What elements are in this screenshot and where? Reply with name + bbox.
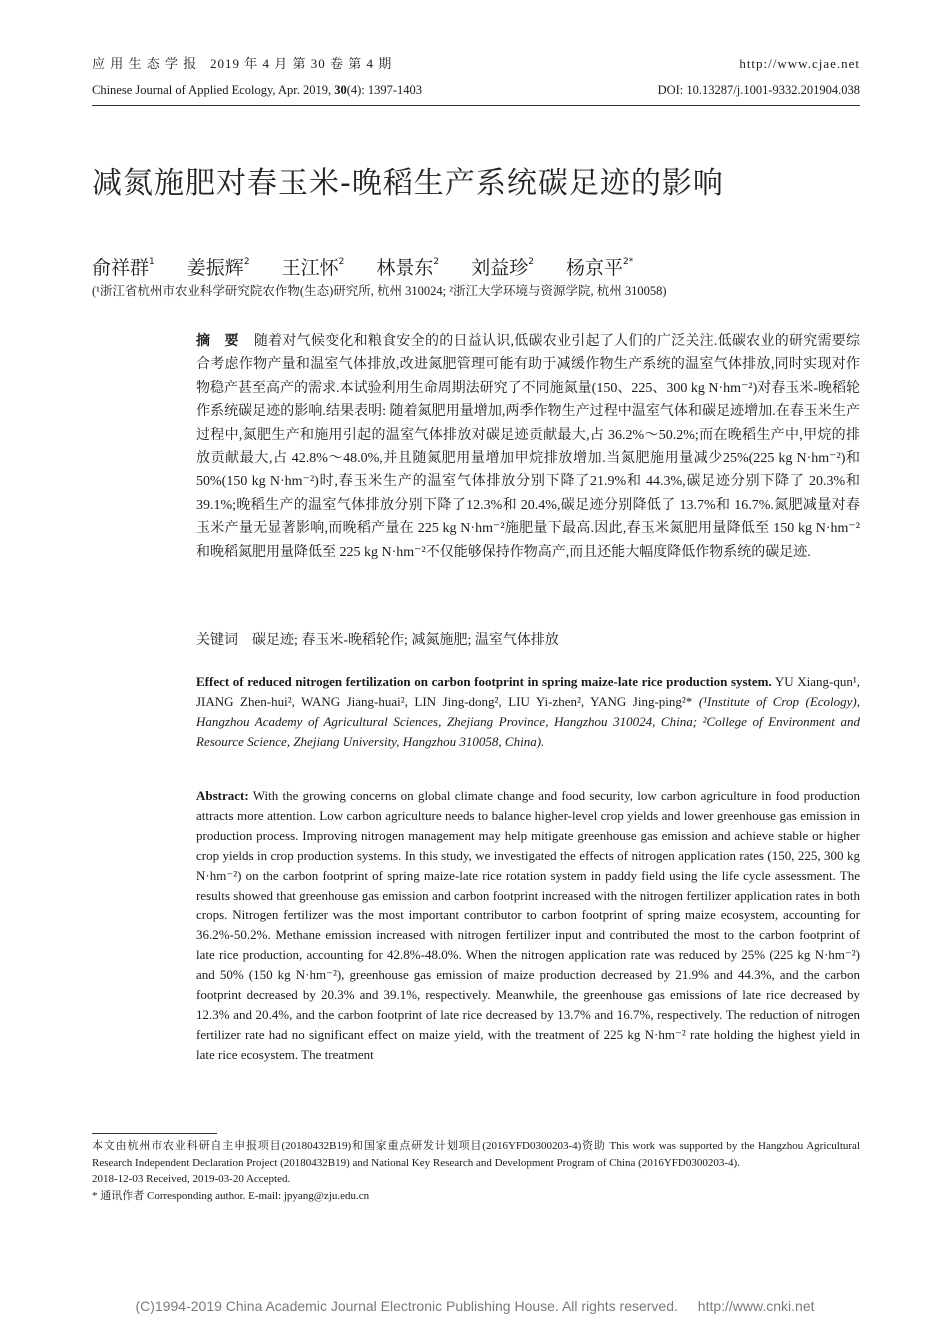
corresponding-author-note: * 通讯作者 Corresponding author. E-mail: jpyang@zju.edu.cn — [92, 1190, 370, 1203]
author-3: 王江怀$^2$ — [281, 257, 345, 279]
english-authors: YU Xiang-qun¹, JIANG Zhen-hui², WANG Jiang-huai², LIN Jing-dong², LIU Yi-zhen², YANG Jing-ping²* — [196, 674, 860, 709]
issue-info-cn: 2019 年 4 月 第 30 卷 第 4 期 — [210, 56, 393, 71]
english-title-block — [196, 672, 860, 752]
abstract-cn — [196, 330, 860, 564]
keywords-cn — [196, 630, 860, 652]
author-list — [92, 250, 659, 280]
abstract-en-label: Abstract: — [196, 788, 249, 803]
journal-name-cn: 应 用 生 态 学 报 — [92, 56, 198, 71]
abstract-cn-label: 摘 要 — [196, 334, 239, 349]
abstract-en-text: With the growing concerns on global climate change and food security, low carbon agriculture in food production attracts more attention. Low carbon agriculture needs to balance higher-level crop yields and lower greenhouse gas emission in production process. Improving nitrogen management may help mitigate greenhouse gas emission and achieve stable or higher crop yields in crop production systems. In this study, we investigated the effects of nitrogen application rates (150, 225, 300 kg N·hm⁻²) on the carbon footprint of spring maize-late rice rotation system in paddy field using the life cycle assessment. The results showed that greenhouse gas emission and carbon footprint increased with the nitrogen fertilizer application rates in both crops. Nitrogen fertilizer was the most important contributor to carbon footprint of spring maize ecosystem, accounting for 36.2%-50.2%. Methane emission increased with nitrogen fertilizer input and contributed the most to the carbon footprint of late rice production, accounting for 42.8%-48.0%. When the nitrogen application rate was reduced by 25% (225 kg N·hm⁻²) and 50% (150 kg N·hm⁻²), greenhouse gas emission of maize production decreased by 21.9% and 44.3%, and the carbon footprint decreased by 20.3% and 39.1%, respectively. Meanwhile, the greenhouse gas emissions of late rice decreased by 12.3% and 20.4%, and the carbon footprint of late rice decreased by 13.7% and 16.7%, respectively. The reduction of nitrogen fertilizer rate had no significant effect on maize yield, with the treatment of 225 kg N·hm⁻² rate holding the highest yield in late rice ecosystem. The treatment — [196, 788, 860, 1062]
journal-url-link[interactable]: http://www.cjae.net — [739, 56, 860, 71]
volume-number: 30 — [334, 83, 347, 97]
abstract-en — [196, 786, 860, 1065]
keywords-cn-label: 关键词 — [196, 633, 238, 648]
copyright-text: (C)1994-2019 China Academic Journal Electronic Publishing House. All rights reserved. — [135, 1298, 678, 1314]
issue-pages: (4): 1397-1403 — [346, 83, 423, 97]
funding-note: 本文由杭州市农业科研自主申报项目(20180432B19)和国家重点研发计划项目(2016YFD0300203-4)资助 This work was supported by the Hangzhou Agricultural Research Independent Declaration Project (20180432B19) and National Key Research and Development Program of China (2016YFD0300203-4). — [92, 1140, 860, 1169]
journal-name-en: Chinese Journal of Applied Ecology, Apr. 2019, — [92, 83, 332, 97]
author-4: 林景东$^2$ — [376, 257, 440, 279]
author-1: 俞祥群$^1$ — [92, 257, 155, 279]
header-line-2 — [92, 82, 860, 98]
keywords-cn-text: 碳足迹; 春玉米-晚稻轮作; 减氮施肥; 温室气体排放 — [252, 633, 559, 648]
abstract-cn-text: 随着对气候变化和粮食安全的的日益认识,低碳农业引起了人们的广泛关注.低碳农业的研究需要综合考虑作物产量和温室气体排放,改进氮肥管理可能有助于减缓作物生产系统的温室气体排放,同时实现对作物稳产甚至高产的需求.本试验利用生命周期法研究了不同施氮量(150、225、300 kg N·hm⁻²)对春玉米-晚稻轮作系统碳足迹的影响.结果表明: 随着氮肥用量增加,两季作物生产过程中温室气体和碳足迹增加.在春玉米生产过程中,氮肥生产和施用引起的温室气体排放对碳足迹贡献最大,占 36.2%～50.2%;而在晚稻生产中,甲烷的排放贡献最大,占 42.8%～48.0%,并且随氮肥用量增加甲烷排放增加.当氮肥施用量减少25%(225 kg N·hm⁻²)和 50%(150 kg N·hm⁻²)时,春玉米生产的温室气体排放分别下降了21.9%和 44.3%,碳足迹分别下降了 20.3%和 39.1%;晚稻生产的温室气体排放分别下降了12.3%和 20.4%,碳足迹分别降低了 13.7%和 16.7%.氮肥减量对春玉米产量无显著影响,而晚稻产量在 225 kg N·hm⁻²施肥量下最高.因此,春玉米氮肥用量降低至 150 kg N·hm⁻²和晚稻氮肥用量降低至 225 kg N·hm⁻²不仅能够保持作物高产,而且还能大幅度降低作物系统的碳足迹. — [196, 334, 861, 560]
copyright-footer — [0, 1298, 950, 1314]
article-title: 减氮施肥对春玉米-晚稻生产系统碳足迹的影响 — [92, 166, 724, 201]
affiliation-cn: (¹浙江省杭州市农业科学研究院农作物(生态)研究所, 杭州 310024; ²浙江大学环境与资源学院, 杭州 310058) — [92, 284, 667, 298]
dates-note: 2018-12-03 Received, 2019-03-20 Accepted. — [92, 1173, 291, 1186]
author-2: 姜振辉$^2$ — [186, 257, 250, 279]
english-title: Effect of reduced nitrogen fertilization on carbon footprint in spring maize-late rice production system. — [196, 674, 772, 689]
english-affiliation: (¹Institute of Crop (Ecology), Hangzhou Academy of Agricultural Sciences, Zhejiang Province, Hangzhou 310024, China; ²College of Environment and Resource Science, Zhejiang University, Hangzhou 310058, China). — [196, 693, 860, 749]
doi-link[interactable]: DOI: 10.13287/j.1001-9332.201904.038 — [657, 83, 860, 97]
footnote-rule — [92, 1133, 217, 1134]
cnki-link[interactable]: http://www.cnki.net — [697, 1298, 815, 1314]
header-line-1 — [92, 56, 860, 72]
header-rule — [92, 105, 860, 106]
author-5: 刘益珍$^2$ — [471, 257, 534, 279]
footnotes — [92, 1138, 860, 1205]
author-6: 杨京平$^{2*}$ — [565, 257, 634, 279]
